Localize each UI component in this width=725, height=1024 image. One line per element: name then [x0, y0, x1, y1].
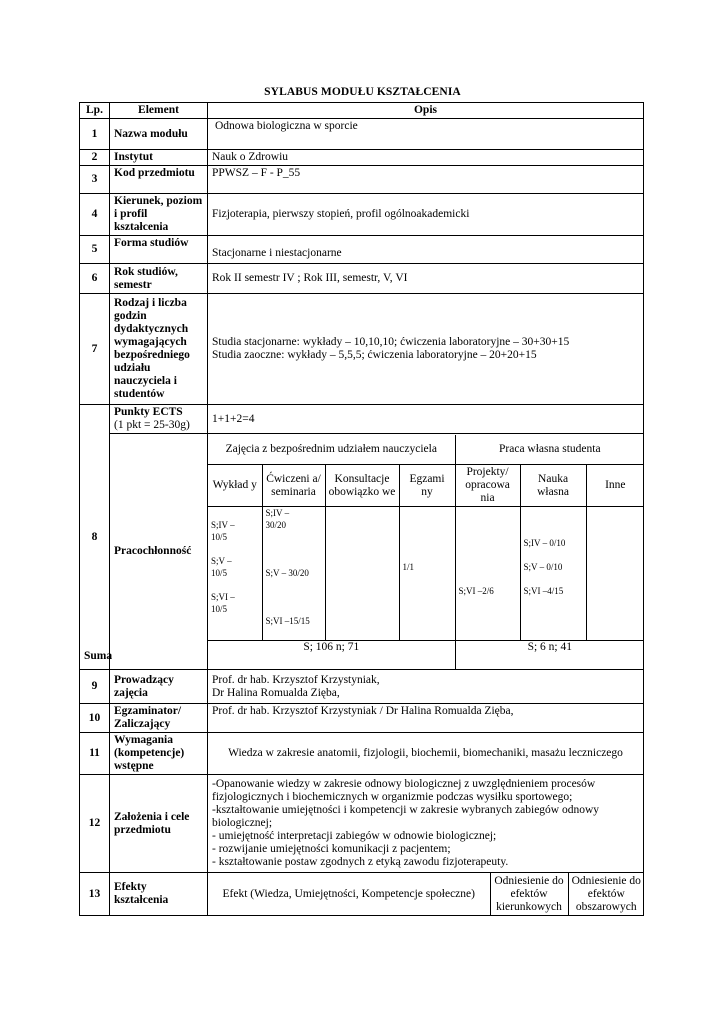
table-row [80, 194, 644, 236]
group-own-header: Praca własna studenta [455, 435, 644, 465]
effects-directional-header: Odniesienie do efektów kierunkowych [490, 873, 568, 915]
row-value [208, 873, 644, 916]
row-number: 6 [80, 264, 110, 294]
row-value: Fizjoterapia, pierwszy stopień, profil ogólnoakademicki [208, 194, 644, 236]
row-value: PPWSZ – F - P_55 [208, 166, 644, 194]
table-row [80, 150, 644, 166]
col-wyklady: Wykład y [208, 465, 262, 507]
header-lp: Lp. [80, 103, 110, 119]
suma-label: Suma [84, 650, 113, 662]
group-direct-header: Zajęcia z bezpośrednim udziałem nauczyciela [208, 435, 455, 465]
col-cwiczenia: Ćwiczeni a/ seminaria [262, 465, 325, 507]
table-row [80, 670, 644, 704]
row-value [208, 294, 644, 405]
row-label: Instytut [110, 150, 208, 166]
table-row [80, 405, 644, 434]
row-label: Rodzaj i liczba godzin dydaktycznych wymagających bezpośredniego udziału nauczyciela i studentów [110, 294, 208, 405]
row-label: Kod przedmiotu [110, 166, 208, 194]
row-label: Założenia i cele przedmiotu [110, 775, 208, 873]
hours-extramural: Studia zaoczne: wykłady – 5,5,5; ćwiczenia laboratoryjne – 20+20+15 [212, 349, 537, 361]
table-row [80, 704, 644, 733]
document-title: SYLABUS MODUŁU KSZTAŁCENIA [264, 86, 461, 98]
table-row [80, 294, 644, 405]
table-row [80, 873, 644, 916]
val-inne [586, 507, 644, 641]
row-number: 3 [80, 166, 110, 194]
row-label: Nazwa modułu [110, 119, 208, 150]
row-value: -Opanowanie wiedzy w zakresie odnowy biologicznej z uwzględnieniem procesów fizjologicznych i biochemicznych w organizmie podczas wysiłku sportowego; -kształtowanie umiejętności i kompetencji w zakresie wybranych zabiegów odnowy biologicznej; - umiejętność interpretacji zabiegów w odnowie biologicznej; - rozwijanie umiejętności komunikacji z pacjentem; - kształtowanie postaw zgodnych z etyką zawodu fizjoterapeuty. [208, 775, 644, 873]
ects-title: Punkty ECTS [114, 406, 183, 418]
workload-label: Pracochłonność [110, 434, 208, 670]
row-label: Rok studiów, semestr [110, 264, 208, 294]
header-opis: Opis [208, 103, 644, 119]
table-row [80, 264, 644, 294]
val-nauka: S;IV – 0/10 S;V – 0/10 S;VI –4/15 [520, 507, 586, 641]
val-projekty: S;VI –2/6 [455, 507, 520, 641]
ects-note: (1 pkt = 25-30g) [114, 419, 190, 431]
hours-stationary: Studia stacjonarne: wykłady – 10,10,10; ćwiczenia laboratoryjne – 30+30+15 [212, 336, 570, 348]
effects-area-header: Odniesienie do efektów obszarowych [568, 873, 644, 915]
row-number: 10 [80, 704, 110, 733]
row-number: 4 [80, 194, 110, 236]
val-wyklady: S;IV – 10/5 S;V – 10/5 S;VI – 10/5 [208, 507, 262, 641]
row-number: 11 [80, 733, 110, 775]
val-egzaminy: 1/1 [399, 507, 455, 641]
table-header-row [80, 103, 644, 119]
lecturer-2: Dr Halina Romualda Zięba, [212, 686, 340, 699]
col-egzaminy: Egzami ny [399, 465, 455, 507]
row-number: 1 [80, 119, 110, 150]
row-value: Wiedza w zakresie anatomii, fizjologii, biochemii, biomechaniki, masażu leczniczego [208, 733, 644, 775]
lecturer-1: Prof. dr hab. Krzysztof Krzystyniak, [212, 673, 380, 686]
row-label: Wymagania (kompetencje) wstępne [110, 733, 208, 775]
row-number: 7 [80, 294, 110, 405]
effects-header: Efekt (Wiedza, Umiejętności, Kompetencje społeczne) [208, 873, 490, 915]
row-value: Nauk o Zdrowiu [208, 150, 644, 166]
table-row [80, 733, 644, 775]
ects-label [110, 405, 208, 434]
row-label: Kierunek, poziom i profil kształcenia [110, 194, 208, 236]
row-number: 13 [80, 873, 110, 916]
col-konsultacje: Konsultacje obowiązko we [325, 465, 399, 507]
workload-table [208, 435, 644, 669]
syllabus-table [79, 102, 644, 916]
table-row [80, 775, 644, 873]
row-number: 5 [80, 236, 110, 264]
row-label: Forma studiów [110, 236, 208, 264]
row-number: 12 [80, 775, 110, 873]
row-label: Efekty kształcenia [110, 873, 208, 916]
col-inne: Inne [586, 465, 644, 507]
row-value: Rok II semestr IV ; Rok III, semestr, V, VI [208, 264, 644, 294]
row-number: 2 [80, 150, 110, 166]
row-value: Prof. dr hab. Krzysztof Krzystyniak / Dr Halina Romualda Zięba, [208, 704, 644, 733]
row-number: 8 [80, 405, 110, 670]
row-value: Stacjonarne i niestacjonarne [208, 236, 644, 264]
row-value: Odnowa biologiczna w sporcie [208, 119, 644, 150]
col-projekty: Projekty/ opracowa nia [455, 465, 520, 507]
workload-table-cell [208, 434, 644, 670]
row-number: 9 [80, 670, 110, 704]
ects-value: 1+1+2=4 [208, 405, 644, 434]
val-konsultacje [325, 507, 399, 641]
table-row [80, 166, 644, 194]
table-row [80, 119, 644, 150]
row-label: Prowadzący zajęcia [110, 670, 208, 704]
table-row [80, 236, 644, 264]
suma-direct: S; 106 n; 71 [208, 641, 455, 669]
header-element: Element [110, 103, 208, 119]
effects-header-table [208, 873, 644, 915]
col-nauka: Nauka własna [520, 465, 586, 507]
workload-row [80, 434, 644, 670]
row-value [208, 670, 644, 704]
row-label: Egzaminator/ Zaliczający [110, 704, 208, 733]
val-cwiczenia: S;IV – 30/20 S;V – 30/20 S;VI –15/15 [262, 507, 325, 641]
suma-own: S; 6 n; 41 [455, 641, 644, 669]
